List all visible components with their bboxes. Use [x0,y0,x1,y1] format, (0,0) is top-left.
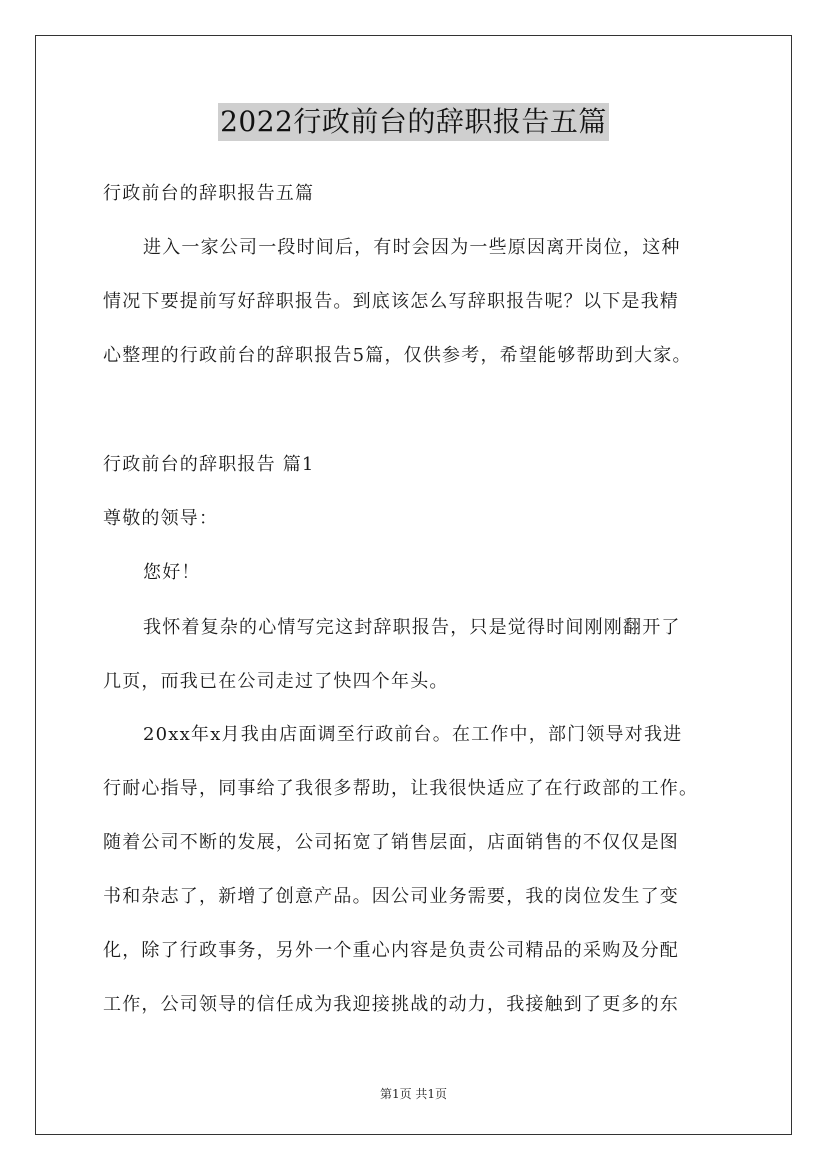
page-footer: 第1页 共1页 [379,1087,448,1101]
paragraph2-line-2: 行耐心指导，同事给了我很多帮助，让我很快适应了在行政部的工作。 [103,778,699,799]
paragraph2-line-1: 20xx年x月我由店面调至行政前台。在工作中，部门领导对我进 [143,724,683,745]
document-subtitle: 行政前台的辞职报告五篇 [103,183,315,204]
section-heading: 行政前台的辞职报告 篇1 [103,454,315,475]
paragraph2-line-6: 工作，公司领导的信任成为我迎接挑战的动力，我接触到了更多的东 [103,994,679,1015]
greeting: 您好！ [143,562,201,583]
intro-line-2: 情况下要提前写好辞职报告。到底该怎么写辞职报告呢？以下是我精 [103,291,679,312]
paragraph2-line-4: 书和杂志了，新增了创意产品。因公司业务需要，我的岗位发生了变 [103,886,679,907]
paragraph2-line-3: 随着公司不断的发展，公司拓宽了销售层面，店面销售的不仅仅是图 [103,832,679,853]
paragraph2-line-5: 化，除了行政事务，另外一个重心内容是负责公司精品的采购及分配 [103,940,679,961]
paragraph1-line-1: 我怀着复杂的心情写完这封辞职报告，只是觉得时间刚刚翻开了 [143,617,681,638]
title-container [0,103,827,141]
intro-line-3: 心整理的行政前台的辞职报告5篇，仅供参考，希望能够帮助到大家。 [103,345,692,366]
salutation: 尊敬的领导： [103,508,219,529]
paragraph1-line-2: 几页，而我已在公司走过了快四个年头。 [103,671,449,692]
document-title: 2022行政前台的辞职报告五篇 [218,103,609,141]
intro-line-1: 进入一家公司一段时间后，有时会因为一些原因离开岗位，这种 [143,237,681,258]
